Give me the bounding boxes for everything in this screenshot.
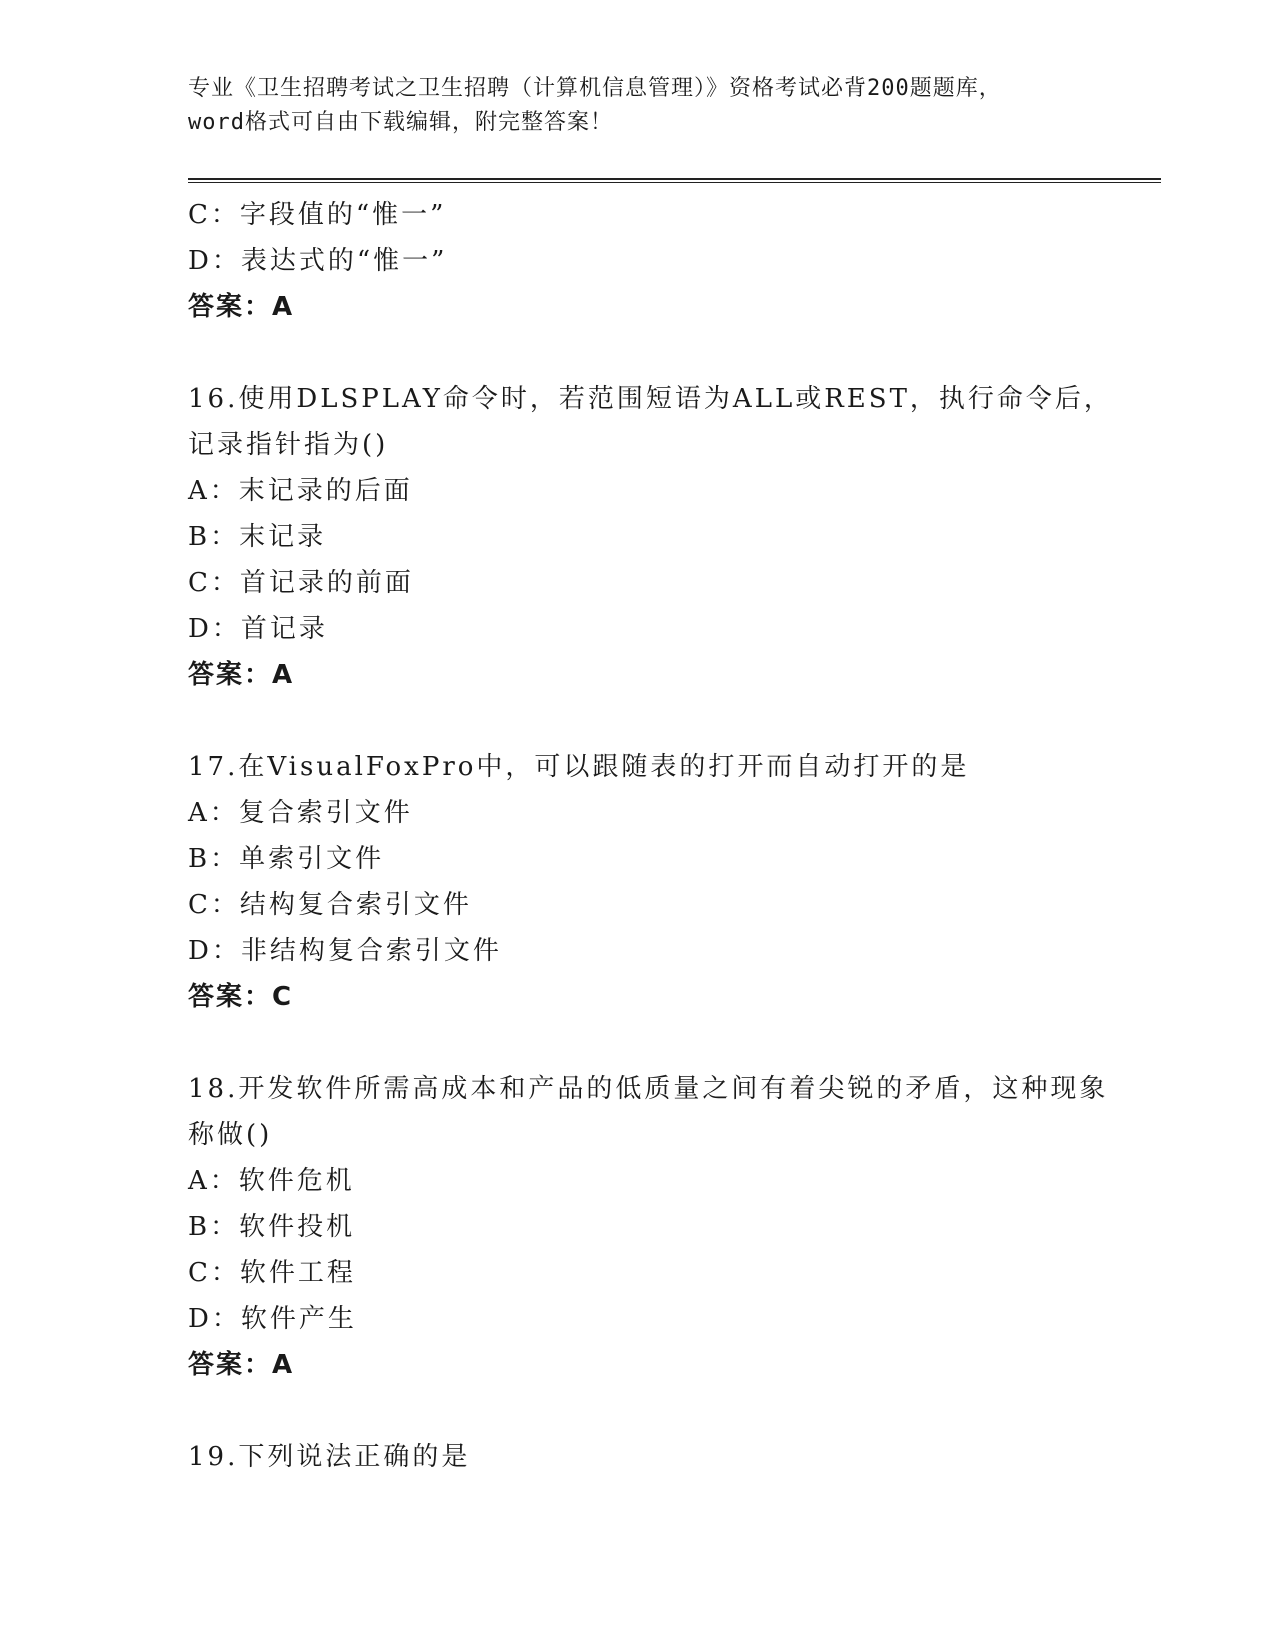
option-d: D：非结构复合索引文件 — [188, 936, 502, 966]
option-b: B：末记录 — [188, 522, 327, 552]
header-line-2: word格式可自由下载编辑，附完整答案！ — [188, 110, 613, 135]
option-b: B：单索引文件 — [188, 844, 385, 874]
option-a: A：末记录的后面 — [188, 476, 413, 506]
option-a: A：软件危机 — [188, 1166, 355, 1196]
option-c: C：结构复合索引文件 — [188, 890, 472, 920]
question-19: 19.下列说法正确的是 — [188, 1442, 471, 1472]
answer-line: 答案：A — [188, 1350, 295, 1380]
answer-line: 答案：C — [188, 982, 294, 1012]
option-b: B：软件投机 — [188, 1212, 356, 1242]
question-list — [188, 192, 1128, 1480]
option-d: D：表达式的“惟一” — [188, 246, 448, 276]
option-c: C：首记录的前面 — [188, 568, 414, 598]
option-c: C：字段值的“惟一” — [188, 200, 447, 230]
answer-line: 答案：A — [188, 292, 295, 322]
document-header — [188, 72, 1088, 140]
option-a: A：复合索引文件 — [188, 798, 413, 828]
answer-line: 答案：A — [188, 660, 295, 690]
option-d: D：首记录 — [188, 614, 328, 644]
question-18: 18.开发软件所需高成本和产品的低质量之间有着尖锐的矛盾，这种现象称做() — [188, 1074, 1109, 1150]
option-c: C：软件工程 — [188, 1258, 356, 1288]
header-divider — [188, 178, 1161, 183]
option-d: D：软件产生 — [188, 1304, 357, 1334]
question-17: 17.在VisualFoxPro中，可以跟随表的打开而自动打开的是 — [188, 752, 970, 782]
header-line-1: 专业《卫生招聘考试之卫生招聘（计算机信息管理）》资格考试必背200题题库， — [188, 76, 1002, 101]
question-16: 16.使用DLSPLAY命令时，若范围短语为ALL或REST，执行命令后，记录指针指为() — [188, 384, 1113, 460]
